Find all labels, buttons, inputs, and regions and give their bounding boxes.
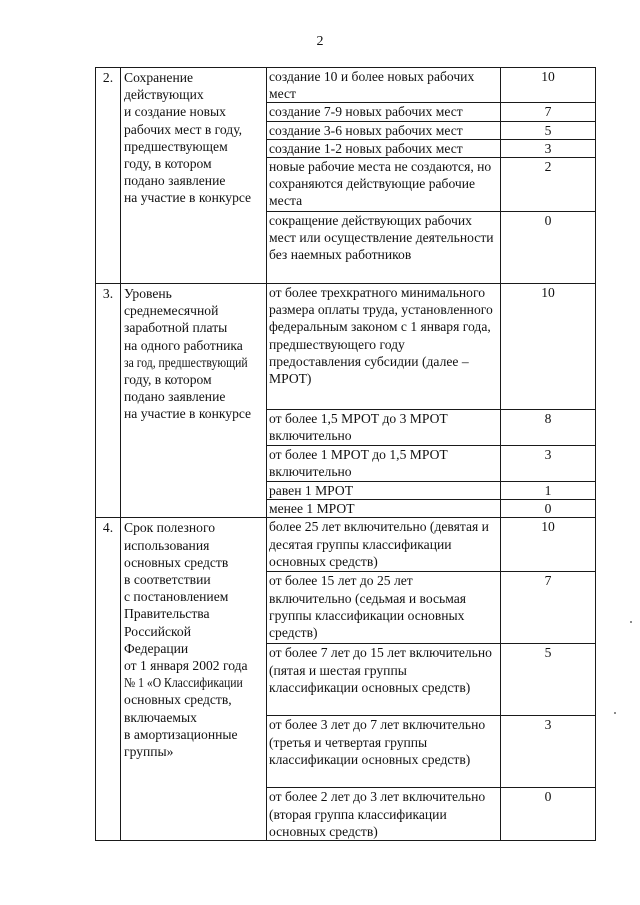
points-cell: 0 <box>501 212 596 284</box>
criterion-line: в соответствии <box>124 572 211 588</box>
condition-cell: более 25 лет включительно (девятая и десятая группы классификации основных средств) <box>267 518 501 572</box>
condition-cell: от более 15 лет до 25 лет включительно (седьмая и восьмая группы классификации основных средств) <box>267 572 501 644</box>
criterion-line: году, в котором <box>124 372 212 388</box>
criterion-line: заработной платы <box>124 320 228 336</box>
criterion-line: Правительства <box>124 606 210 622</box>
points-cell: 3 <box>501 716 596 788</box>
criterion-line: от 1 января 2002 года <box>124 658 248 674</box>
criterion-text: Сохранение действующих и создание новых рабочих мест в году, предшествующем году, в котором подано заявление на участие в конкурсе <box>121 68 267 284</box>
scan-dot <box>614 712 616 714</box>
condition-cell: создание 1-2 новых рабочих мест <box>267 139 501 157</box>
criterion-line: за год, предшествующий <box>124 354 248 370</box>
criterion-line: Срок полезного <box>124 520 216 536</box>
criterion-line: № 1 «О Классификации <box>124 675 243 691</box>
points-cell: 7 <box>501 572 596 644</box>
table-row <box>96 518 596 572</box>
points-cell: 10 <box>501 518 596 572</box>
condition-cell: новые рабочие места не создаются, но сохраняются действующие рабочие места <box>267 158 501 212</box>
condition-cell: от более 3 лет до 7 лет включительно (третья и четвертая группы классификации основных средств) <box>267 716 501 788</box>
criterion-line: основных средств, <box>124 692 232 708</box>
criterion-line: подано заявление <box>124 389 226 405</box>
page-number: 2 <box>316 34 324 49</box>
points-cell: 2 <box>501 158 596 212</box>
points-cell: 10 <box>501 68 596 103</box>
condition-cell: создание 3-6 новых рабочих мест <box>267 121 501 139</box>
criteria-table <box>95 67 596 841</box>
criterion-line: использования <box>124 537 210 553</box>
condition-cell: создание 10 и более новых рабочих мест <box>267 68 501 103</box>
condition-cell: от более трехкратного минимального размера оплаты труда, установленного федеральным законом с 1 января года, предшествующего году предоставления субсидии (далее – МРОТ) <box>267 284 501 410</box>
condition-cell: от более 7 лет до 15 лет включительно (пятая и шестая группы классификации основных средств) <box>267 644 501 716</box>
points-cell: 3 <box>501 139 596 157</box>
criterion-line: на участие в конкурсе <box>124 406 252 422</box>
criterion-line: в амортизационные <box>124 726 238 742</box>
section-number: 3. <box>96 284 121 518</box>
points-cell: 5 <box>501 644 596 716</box>
criterion-text <box>121 284 267 518</box>
section-number: 4. <box>96 518 121 841</box>
points-cell: 3 <box>501 446 596 482</box>
points-cell: 5 <box>501 121 596 139</box>
points-cell: 7 <box>501 103 596 121</box>
condition-cell: от более 2 лет до 3 лет включительно (вторая группа классификации основных средств) <box>267 788 501 841</box>
criterion-line: группы» <box>124 744 174 760</box>
condition-cell: менее 1 МРОТ <box>267 500 501 518</box>
points-cell: 0 <box>501 500 596 518</box>
points-cell: 10 <box>501 284 596 410</box>
criterion-line: Федерации <box>124 640 189 656</box>
points-cell: 1 <box>501 482 596 500</box>
condition-cell: создание 7-9 новых рабочих мест <box>267 103 501 121</box>
criterion-line: с постановлением <box>124 589 229 605</box>
criterion-line: Уровень <box>124 286 172 302</box>
condition-cell: сокращение действующих рабочих мест или осуществление деятельности без наемных работников <box>267 212 501 284</box>
points-cell: 8 <box>501 410 596 446</box>
table-row <box>96 68 596 103</box>
condition-cell: от более 1 МРОТ до 1,5 МРОТ включительно <box>267 446 501 482</box>
criterion-line: Российской <box>124 623 191 639</box>
criterion-line: основных средств <box>124 554 229 570</box>
table-row <box>96 284 596 410</box>
condition-cell: равен 1 МРОТ <box>267 482 501 500</box>
criterion-text <box>121 518 267 841</box>
criterion-line: на одного работника <box>124 337 243 353</box>
criterion-line: включаемых <box>124 709 197 725</box>
condition-cell: от более 1,5 МРОТ до 3 МРОТ включительно <box>267 410 501 446</box>
criterion-line: среднемесячной <box>124 303 219 319</box>
scan-dot <box>630 621 632 623</box>
points-cell: 0 <box>501 788 596 841</box>
section-number: 2. <box>96 68 121 284</box>
